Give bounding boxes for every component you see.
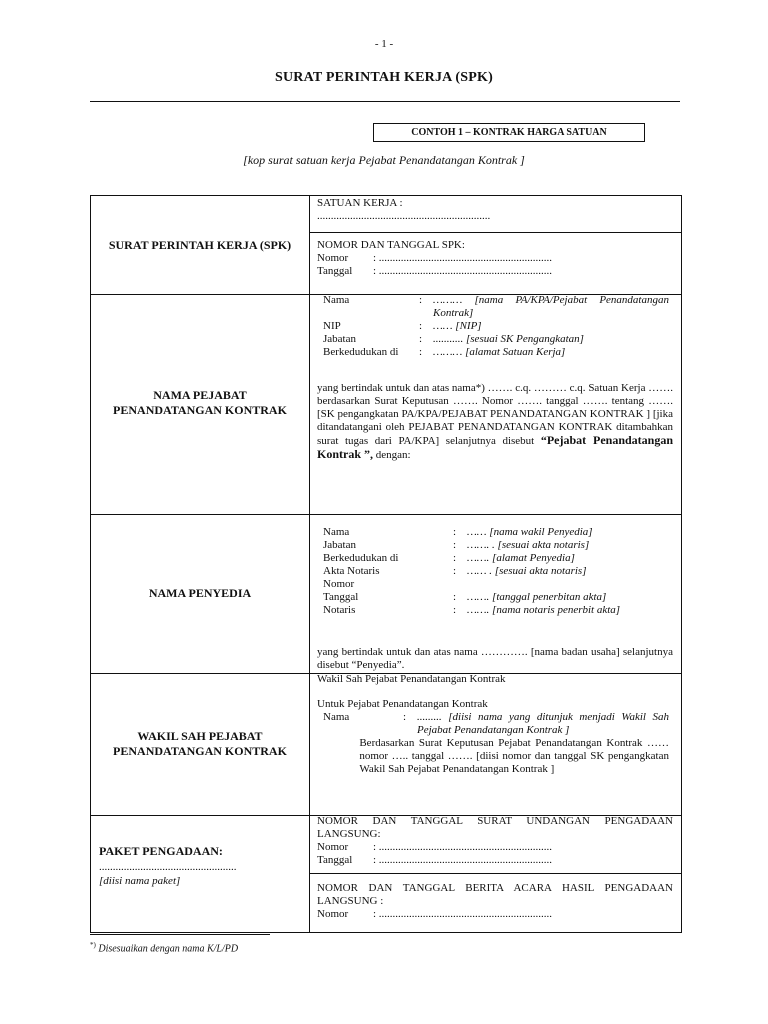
paket-hint: [diisi nama paket] bbox=[99, 875, 181, 887]
wakil-sk-row: Berdasarkan Surat Keputusan Pejabat Penandatangan Kontrak …… nomor ….. tanggal ……. [diisi nomor dan tanggal SK pengangkatan Wakil Sah Pejabat Penandatangan Kontrak ] bbox=[359, 737, 669, 775]
berita-acara-block bbox=[317, 882, 673, 921]
label-paket-pengadaan: PAKET PENGADAAN: bbox=[99, 844, 223, 858]
page-number: - 1 - bbox=[374, 38, 394, 50]
pejabat-fields bbox=[323, 294, 669, 359]
penyedia-paragraph: yang bertindak untuk dan atas nama …………. [nama badan usaha] selanjutnya disebut “Penyedia”. bbox=[317, 646, 673, 671]
wakil-heading: Wakil Sah Pejabat Penandatangan Kontrak bbox=[317, 673, 506, 685]
nomor-tanggal-spk-label: NOMOR DAN TANGGAL SPK: bbox=[317, 239, 465, 251]
pejabat-nama-row: Nama : ……… [nama PA/KPA/Pejabat Penandatangan Kontrak] bbox=[323, 294, 669, 319]
paket-block bbox=[99, 844, 304, 887]
table-column-divider bbox=[309, 196, 310, 932]
spk-tanggal-row: Tanggal : ............................................................... bbox=[317, 265, 553, 277]
footnote-text: Disesuaikan dengan nama K/L/PD bbox=[98, 943, 239, 955]
spk-table bbox=[90, 195, 682, 933]
satuan-kerja-label: SATUAN KERJA : bbox=[317, 197, 403, 209]
undangan-label: NOMOR DAN TANGGAL SURAT UNDANGAN PENGADAAN LANGSUNG: bbox=[317, 815, 673, 840]
pejabat-paragraph: yang bertindak untuk dan atas nama*) ……. c.q. ……… c.q. Satuan Kerja ……. berdasarkan Surat Keputusan ……. Nomor ……. tanggal ……. tentang ……. [SK pengangkatan PA/KPA/PEJABAT PENANDATANGAN KONTRAK ] [jika ditandatangani oleh PEJABAT PENANDATANGAN KONTRAK ditambahkan surat tugas dari PA/KPA] selanjutnya disebut “Pejabat Penandatangan Kontrak ”, dengan: bbox=[317, 382, 674, 461]
row-divider bbox=[309, 232, 681, 233]
contoh-box: CONTOH 1 – KONTRAK HARGA SATUAN bbox=[373, 123, 645, 142]
undangan-block bbox=[317, 815, 673, 867]
wakil-nama-row: Nama : ......... [diisi nama yang ditunjuk menjadi Wakil Sah Pejabat Penandatangan Kontrak ] bbox=[323, 711, 669, 736]
berita-acara-nomor-row: Nomor : ............................................................... bbox=[317, 908, 553, 920]
footnote-marker: *) bbox=[90, 941, 96, 949]
nomor-tanggal-spk-block bbox=[317, 239, 673, 278]
satuan-kerja-block bbox=[317, 197, 673, 223]
label-penyedia: NAMA PENYEDIA bbox=[148, 586, 252, 600]
penyedia-tanggal-row: Tanggal : ……. [tanggal penerbitan akta] bbox=[323, 591, 607, 603]
pejabat-berkedudukan-row: Berkedudukan di : ……… [alamat Satuan Kerja] bbox=[323, 346, 566, 358]
penyedia-jabatan-row: Jabatan : ……. . [sesuai akta notaris] bbox=[323, 539, 590, 551]
page-title: SURAT PERINTAH KERJA (SPK) bbox=[275, 70, 493, 85]
pejabat-jabatan-row: Jabatan : ........... [sesuai SK Pengangkatan] bbox=[323, 333, 584, 345]
label-wakil-sah: WAKIL SAH PEJABAT PENANDATANGAN KONTRAK bbox=[113, 729, 287, 758]
spk-nomor-row: Nomor : ............................................................... bbox=[317, 252, 553, 264]
undangan-nomor-row: Nomor : ............................................................... bbox=[317, 841, 553, 853]
footnote bbox=[90, 941, 238, 954]
row-divider bbox=[91, 514, 681, 515]
kop-surat-note: [kop surat satuan kerja Pejabat Penandatangan Kontrak ] bbox=[243, 153, 525, 167]
wakil-fields bbox=[323, 711, 669, 776]
label-spk: SURAT PERINTAH KERJA (SPK) bbox=[108, 238, 292, 252]
wakil-untuk: Untuk Pejabat Penandatangan Kontrak bbox=[317, 698, 488, 710]
penyedia-nama-row: Nama : …… [nama wakil Penyedia] bbox=[323, 526, 593, 538]
row-divider bbox=[309, 873, 681, 874]
undangan-tanggal-row: Tanggal : ............................................................... bbox=[317, 854, 553, 866]
satuan-kerja-dots: ............................................................... bbox=[317, 210, 491, 222]
penyedia-akta-row: Akta Notaris Nomor : …… . [sesuai akta notaris] bbox=[323, 565, 587, 590]
penyedia-notaris-row: Notaris : ……. [nama notaris penerbit akta] bbox=[323, 604, 621, 616]
paket-dots: .................................................. bbox=[99, 861, 237, 873]
label-pejabat: NAMA PEJABAT PENANDATANGAN KONTRAK bbox=[113, 388, 287, 417]
pejabat-nip-row: NIP : …… [NIP] bbox=[323, 320, 482, 332]
title-divider bbox=[90, 101, 680, 102]
berita-acara-label: NOMOR DAN TANGGAL BERITA ACARA HASIL PENGADAAN LANGSUNG : bbox=[317, 882, 673, 907]
footnote-divider bbox=[90, 934, 270, 935]
penyedia-fields bbox=[323, 526, 669, 617]
penyedia-berkedudukan-row: Berkedudukan di : ……. [alamat Penyedia] bbox=[323, 552, 575, 564]
